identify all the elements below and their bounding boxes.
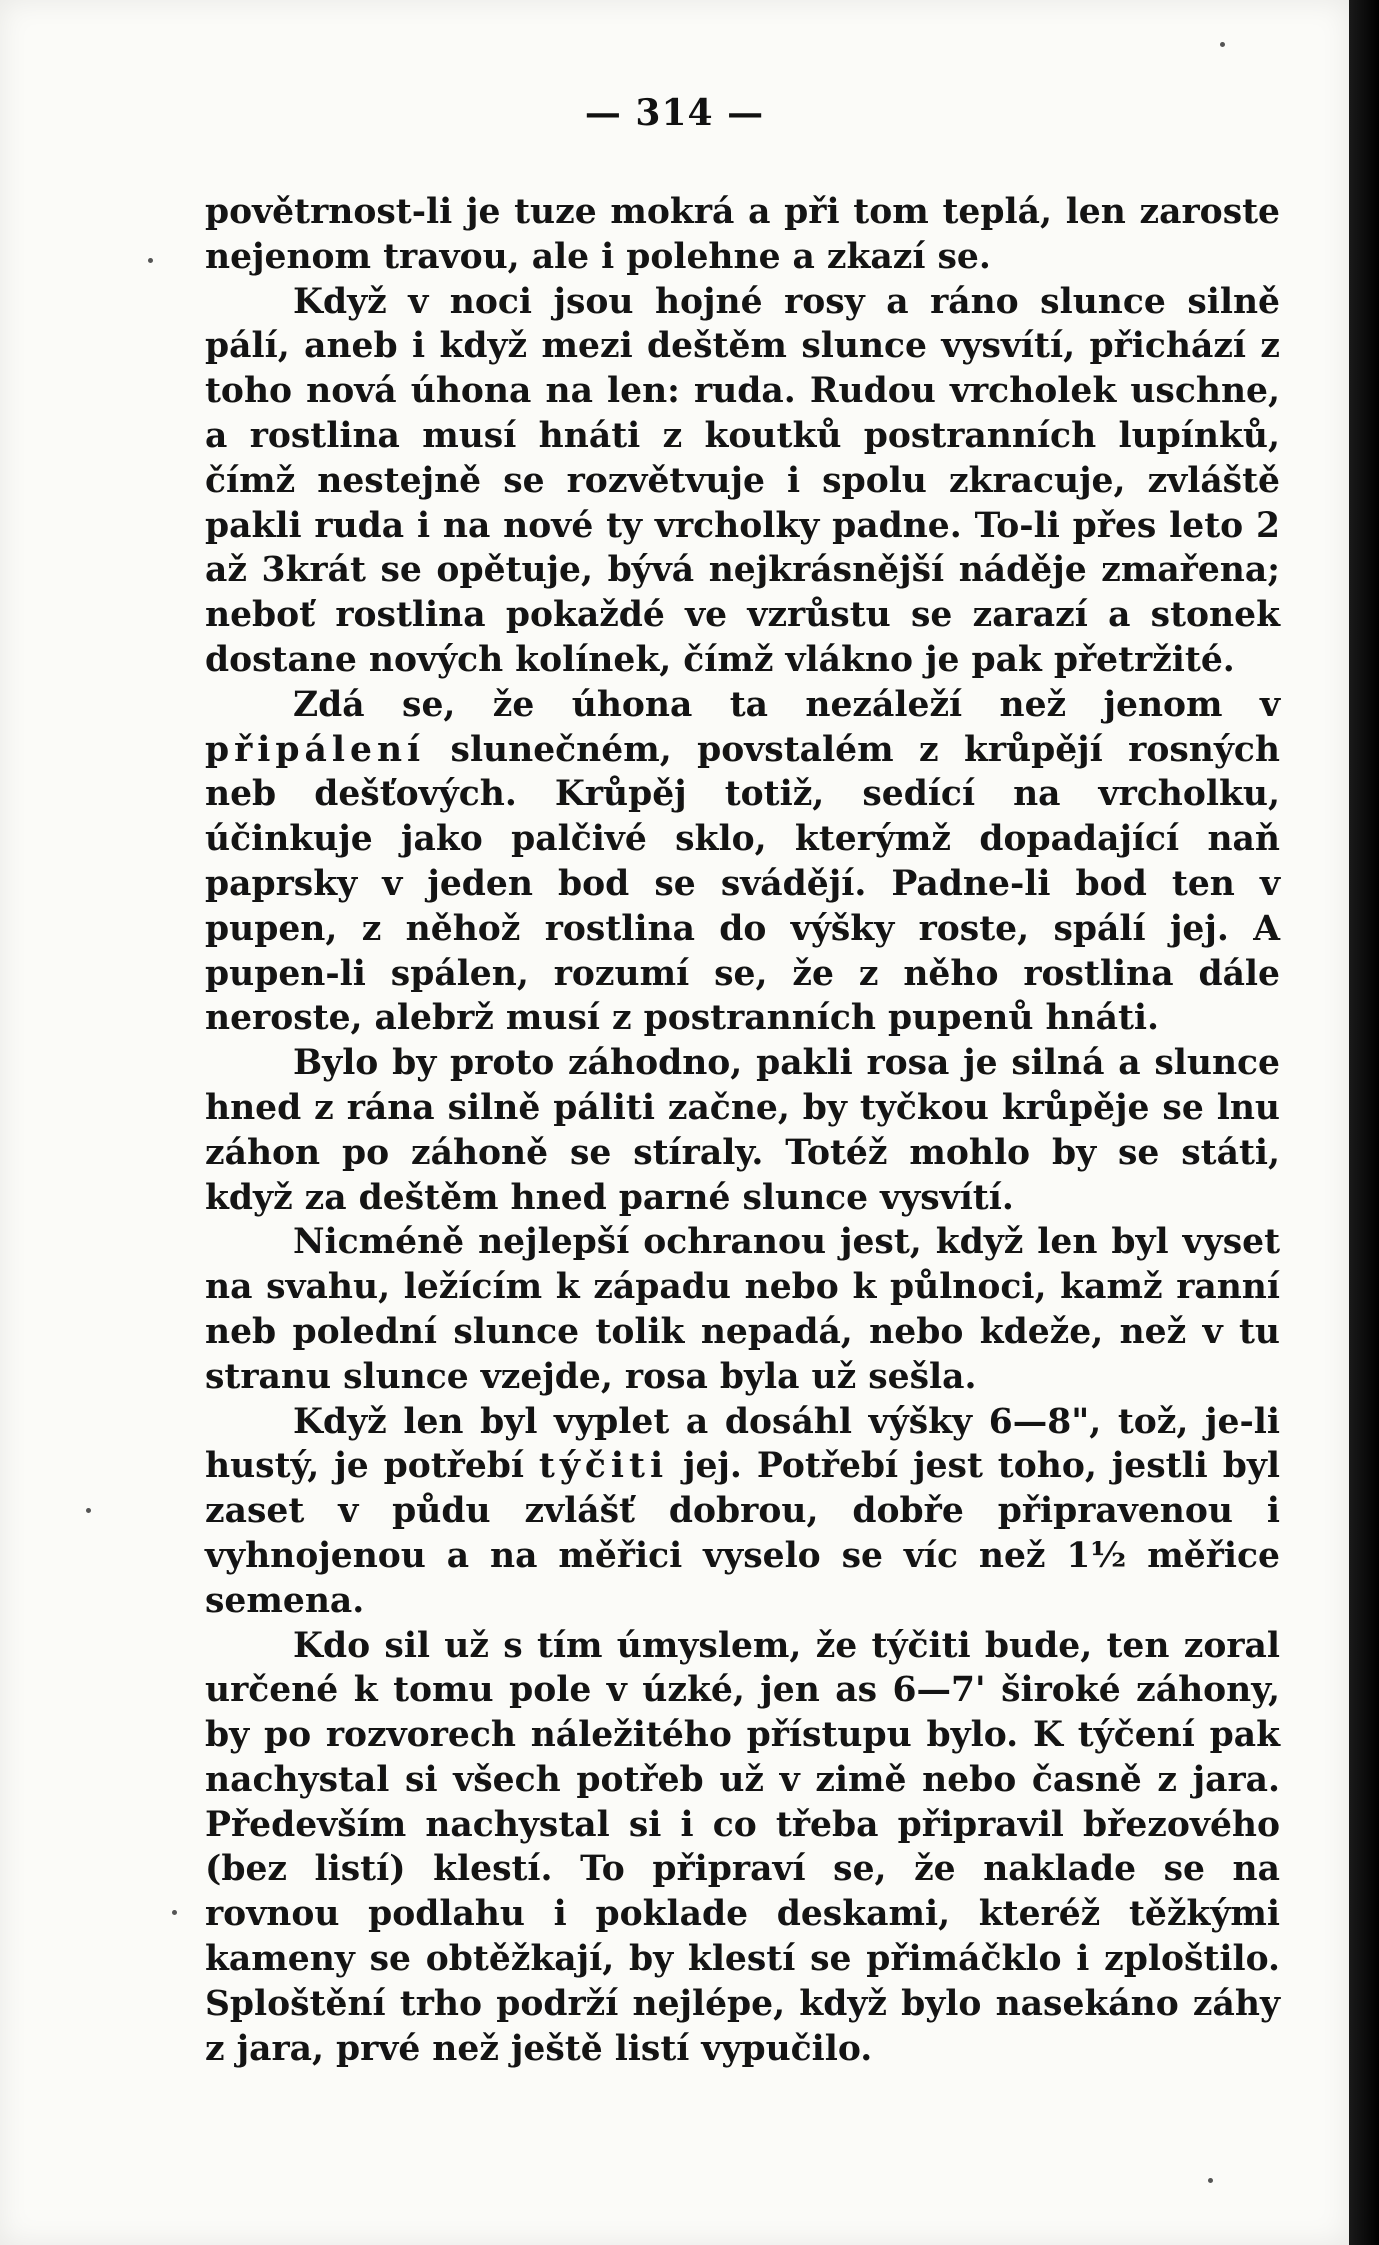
paragraph-continuation: povětrnost-li je tuze mokrá a při tom teplá, len zaroste nejenom travou, ale i polehne a zkazí se. (205, 192, 1280, 277)
emphasis-text: týčiti (538, 1446, 669, 1487)
paragraph-ochrana: Nicméně nejlepší ochranou jest, když len byl vyset na svahu, ležícím k západu nebo k půlnoci, kamž ranní neb polední slunce tolik nepadá, nebo kdeže, než v tu stranu slunce vzejde, rosa byla už sešla. (205, 1222, 1280, 1397)
paragraph-tyciti (205, 1400, 1280, 1624)
paragraph-kdo-sil: Kdo sil už s tím úmyslem, že týčiti bude, ten zoral určené k tomu pole v úzké, jen as 6—7' široké záhony, by po rozvorech náležitého přístupu bylo. K týčení pak nachystal si všech potřeb už v zimě nebo časně z jara. Především nachystal si i co třeba připravil březového (bez listí) klestí. To připraví se, že naklade se na rovnou podlahu i poklade deskami, kteréž těžkými kameny se obtěžkají, by klestí se přimáčklo i zploštilo. Sploštění trho podrží nejlépe, když bylo nasekáno záhy z jara, prvé než ještě listí vypučilo. (205, 1625, 1280, 2069)
paper-speck (172, 1910, 177, 1915)
paragraph-tycka: Bylo by proto záhodno, pakli rosa je silná a slunce hned z rána silně páliti začne, by tyčkou krůpěje se lnu záhon po záhoně se stíraly. Totéž mohlo by se státi, když za deštěm hned parné slunce vysvítí. (205, 1043, 1280, 1218)
text-run: Zdá se, že úhona ta nezáleží než jenom v (293, 684, 1280, 725)
body-text (205, 190, 1280, 2071)
paper-speck (1220, 42, 1225, 47)
paper-speck (148, 258, 153, 263)
emphasis-text: připálení (205, 729, 426, 770)
paper-speck (86, 1508, 91, 1513)
paragraph-ruda: Když v noci jsou hojné rosy a ráno slunce silně pálí, aneb i když mezi deštěm slunce vysvítí, přichází z toho nová úhona na len: ruda. Rudou vrcholek uschne, a rostlina musí hnáti z koutků postranních lupínků, čímž nestejně se rozvětvuje i spolu zkracuje, zvláště pakli ruda i na nové ty vrcholky padne. To-li přes leto 2 až 3krát se opětuje, bývá nejkrásnější náděje zmařena; neboť rostlina pokaždé ve vzrůstu se zarazí a stonek dostane nových kolínek, čímž vlákno je pak přetržité. (205, 281, 1280, 680)
paragraph-pripaleni (205, 683, 1280, 1041)
page-number: — 314 — (584, 92, 765, 134)
text-run: slunečném, povstalém z krůpějí rosných neb dešťových. Krůpěj totiž, sedící na vrcholku, účinkuje jako palčivé sklo, kterýmž dopadající naň paprsky v jeden bod se svádějí. Padne-li bod ten v pupen, z něhož rostlina do výšky roste, spálí jej. A pupen-li spálen, rozumí se, že z něho rostlina dále neroste, alebrž musí z postranních pupenů hnáti. (205, 729, 1280, 1039)
text-run: jej. Potřebí jest toho, jestli byl zaset v půdu zvlášť dobrou, dobře připravenou i vyhnojenou a na měřici vyselo se víc než 1½ měřice semena. (205, 1446, 1280, 1621)
paper-speck (1208, 2178, 1213, 2183)
text-run: Když len byl vyplet a dosáhl výšky 6—8", tož, je-li hustý, je potřebí (205, 1401, 1280, 1487)
page-edge-shadow (1349, 0, 1379, 2245)
